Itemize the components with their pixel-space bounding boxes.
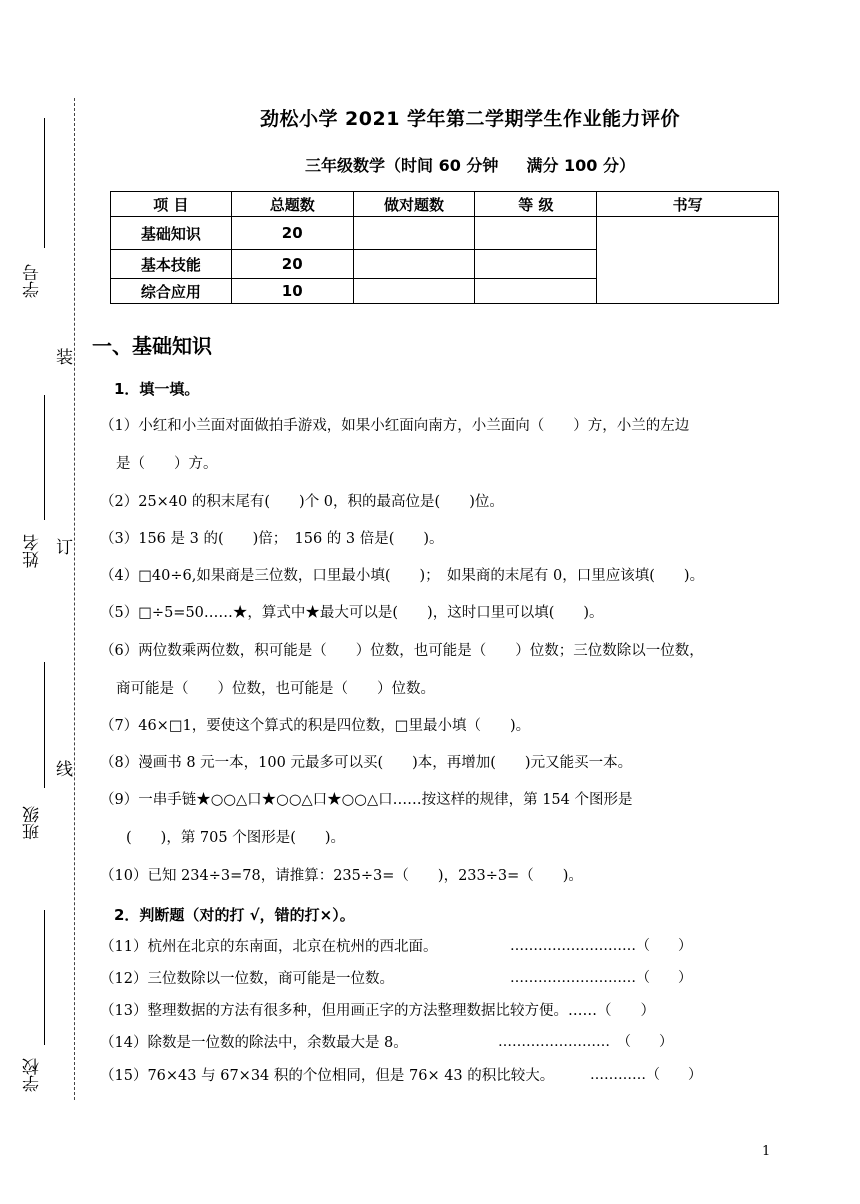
question-line: （5）□÷5=50……★，算式中★最大可以是( )，这时口里可以填( )。 [100, 605, 604, 621]
row-correct-cell[interactable] [353, 250, 475, 279]
writing-cell[interactable] [597, 217, 779, 304]
judge-item-answer[interactable]: …………（ ） [590, 1067, 702, 1083]
judge-item-text: （12）三位数除以一位数，商可能是一位数。 [100, 971, 394, 987]
row-correct-cell[interactable] [353, 217, 475, 250]
row-grade-cell[interactable] [475, 279, 597, 304]
question-line: （1）小红和小兰面对面做拍手游戏，如果小红面向南方，小兰面向（ ）方，小兰的左边 [100, 418, 690, 434]
question-line: （2）25×40 的积末尾有( )个 0，积的最高位是( )位。 [100, 494, 504, 510]
bind-char-ding: 订 [56, 538, 73, 558]
part-heading-true-false: 2．判断题（对的打 √，错的打×）。 [114, 906, 355, 924]
page-number: 1 [762, 1144, 771, 1159]
page-title: 劲松小学 2021 学年第二学期学生作业能力评价 [259, 108, 681, 130]
row-total: 10 [231, 279, 353, 304]
judge-item-text: （11）杭州在北京的东南面，北京在杭州的西北面。 [100, 939, 438, 955]
row-item: 基础知识 [111, 217, 232, 250]
student-id-line[interactable] [44, 118, 45, 248]
judge-item-text[interactable]: （13）整理数据的方法有很多种，但用画正字的方法整理数据比较方便。……（ ） [100, 1003, 655, 1019]
class-line[interactable] [44, 662, 45, 788]
label-name: 姓名 [23, 534, 43, 568]
col-header-item: 项 目 [111, 192, 232, 217]
question-line: （3）156 是 3 的( )倍； 156 的 3 倍是( )。 [100, 531, 444, 547]
col-header-grade: 等 级 [475, 192, 597, 217]
row-grade-cell[interactable] [475, 217, 597, 250]
bind-char-zhuang: 装 [56, 348, 73, 368]
question-line: （4）□40÷6,如果商是三位数，口里最小填( )； 如果商的末尾有 0，口里应该填( )。 [100, 568, 705, 584]
school-line[interactable] [44, 910, 45, 1045]
judge-item-answer[interactable]: …………………… （ ） [498, 1034, 673, 1050]
question-line: （9）一串手链★○○△口★○○△口★○○△口……按这样的规律，第 154 个图形是 [100, 792, 633, 808]
name-line[interactable] [44, 395, 45, 520]
question-line: 是（ ）方。 [116, 456, 218, 472]
section-heading-basic-knowledge: 一、基础知识 [92, 334, 212, 358]
question-line: 商可能是（ ）位数，也可能是（ ）位数。 [116, 681, 435, 697]
label-class: 班级 [23, 806, 43, 840]
question-line: ( )，第 705 个图形是( )。 [126, 830, 346, 846]
question-line: （6）两位数乘两位数，积可能是（ ）位数，也可能是（ ）位数；三位数除以一位数， [100, 643, 704, 659]
col-header-correct: 做对题数 [353, 192, 475, 217]
part-heading-fill-in: 1．填一填。 [114, 380, 200, 398]
bind-char-xian: 线 [56, 760, 73, 780]
row-total: 20 [231, 217, 353, 250]
question-line: （8）漫画书 8 元一本，100 元最多可以买( )本，再增加( )元又能买一本。 [100, 755, 633, 771]
row-item: 基本技能 [111, 250, 232, 279]
subtitle-full-score: 满分 100 分） [526, 156, 635, 175]
label-student-id: 学号 [23, 264, 43, 298]
label-school: 学校 [23, 1058, 43, 1092]
page-subtitle [140, 153, 800, 176]
question-line: （10）已知 234÷3=78，请推算：235÷3=（ )，233÷3=（ )。 [100, 868, 583, 884]
col-header-total: 总题数 [231, 192, 353, 217]
judge-item-text: （14）除数是一位数的除法中，余数最大是 8。 [100, 1035, 408, 1051]
binding-dashed-line [74, 98, 75, 1100]
row-item: 综合应用 [111, 279, 232, 304]
table-row [111, 217, 779, 250]
score-table [110, 191, 779, 304]
judge-item-answer[interactable]: ………………………（ ） [510, 938, 692, 954]
row-grade-cell[interactable] [475, 250, 597, 279]
row-correct-cell[interactable] [353, 279, 475, 304]
subtitle-grade-time: 三年级数学（时间 60 分钟 [305, 156, 499, 175]
question-line: （7）46×□1，要使这个算式的积是四位数，□里最小填（ )。 [100, 718, 531, 734]
judge-item-answer[interactable]: ………………………（ ） [510, 970, 692, 986]
row-total: 20 [231, 250, 353, 279]
judge-item-text: （15）76×43 与 67×34 积的个位相同，但是 76× 43 的积比较大。 [100, 1068, 555, 1084]
col-header-writing: 书写 [597, 192, 779, 217]
